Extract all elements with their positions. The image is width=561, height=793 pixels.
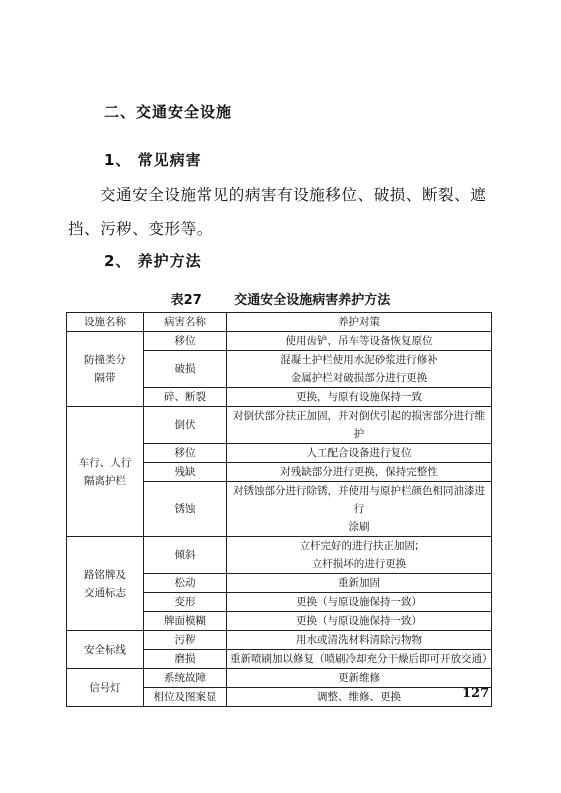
- measure-line: 对倒伏部分扶正加固，并对倒伏引起的损害部分进行维护: [233, 410, 485, 440]
- body-paragraph: 交通安全设施常见的病害有设施移位、破损、断裂、遮挡、污秽、变形等。: [68, 186, 487, 238]
- disease-cell: 松动: [144, 574, 227, 593]
- measure-cell: [227, 669, 492, 688]
- measure-line: 使用齿铲，吊车等设备恢复原位: [285, 335, 433, 347]
- disease-cell: 牌面模糊: [144, 612, 227, 631]
- disease-cell: 移位: [144, 444, 227, 463]
- disease-cell: 相位及图案显: [144, 688, 227, 707]
- facility-name-line: 车行、人行: [78, 456, 132, 469]
- measure-cell: [227, 688, 492, 707]
- measure-line: 对锈蚀部分进行除锈，并使用与原护栏颜色相同油漆进行: [233, 485, 485, 515]
- disease-cell: 锈蚀: [144, 482, 227, 537]
- table-caption-number: 表27: [170, 293, 202, 308]
- disease-cell: 磨损: [144, 650, 227, 669]
- facility-cell-guardrail: [67, 407, 144, 537]
- maintenance-table: [66, 312, 492, 707]
- facility-cell-signal-light: [67, 669, 144, 707]
- disease-cell: 倒伏: [144, 407, 227, 444]
- table-row: [67, 537, 492, 574]
- measure-cell: [227, 482, 492, 537]
- measure-cell: [227, 612, 492, 631]
- disease-cell: 污秽: [144, 631, 227, 650]
- table-caption-title: 交通安全设施病害养护方法: [234, 293, 391, 308]
- table-row: [67, 407, 492, 444]
- measure-line: 立杆完好的进行扶正加固;: [299, 540, 419, 552]
- table-row: [67, 332, 492, 351]
- disease-cell: 倾斜: [144, 537, 227, 574]
- measure-cell: [227, 407, 492, 444]
- facility-cell-traffic-sign: [67, 537, 144, 631]
- measure-line: 重新喷刷加以修复（喷刷冷却充分干燥后即可开放交通）: [230, 653, 493, 665]
- measure-line: 对残缺部分进行更换，保持完整性: [280, 466, 438, 478]
- section-heading: 二、交通安全设施: [104, 103, 233, 121]
- measure-cell: [227, 631, 492, 650]
- table-row: [67, 669, 492, 688]
- subsection-heading-maintenance: 2、 养护方法: [104, 252, 202, 270]
- disease-cell: 残缺: [144, 463, 227, 482]
- measure-line: 更换（与原设施保持一致）: [296, 596, 422, 608]
- facility-name-line: 隔离护栏: [84, 474, 126, 487]
- table-header-row: [67, 313, 492, 332]
- facility-name-line: 交通标志: [84, 586, 126, 599]
- header-disease-name: 病害名称: [144, 313, 227, 332]
- subsection-heading-common-defects: 1、 常见病害: [104, 151, 202, 169]
- disease-cell: 变形: [144, 593, 227, 612]
- measure-line: 更新维修: [338, 672, 380, 684]
- facility-cell-crash-barrier: [67, 332, 144, 407]
- facility-name-line: 路铭牌及: [84, 568, 126, 581]
- facility-name-line: 防撞类分: [84, 354, 126, 366]
- page-number: 127: [462, 686, 490, 701]
- facility-name-line: 安全标线: [84, 643, 126, 656]
- measure-line: 涂刷: [348, 521, 370, 533]
- measure-line: 重新加固: [338, 577, 380, 589]
- measure-line: 金属护栏对破损部分进行更换: [290, 372, 428, 384]
- measure-cell: [227, 388, 492, 407]
- measure-line: 人工配合设备进行复位: [306, 447, 412, 459]
- measure-line: 用水或清洗材料清除污物物: [296, 634, 422, 646]
- header-facility-name: 设施名称: [67, 313, 144, 332]
- facility-cell-road-marking: [67, 631, 144, 669]
- measure-line: 立杆损坏的进行更换: [311, 558, 407, 570]
- measure-cell: [227, 593, 492, 612]
- disease-cell: 移位: [144, 332, 227, 351]
- facility-name-line: 隔带: [94, 372, 116, 384]
- measure-cell: [227, 650, 492, 669]
- table-row: [67, 631, 492, 650]
- measure-line: 更换，与原有设施保持一致: [296, 391, 422, 403]
- measure-line: 更换（与原设施保持一致）: [296, 615, 422, 627]
- measure-cell: [227, 332, 492, 351]
- measure-cell: [227, 463, 492, 482]
- measure-line: 混凝土护栏使用水泥砂浆进行修补: [280, 354, 438, 366]
- measure-line: 调整、维修、更换: [317, 691, 401, 703]
- disease-cell: 破损: [144, 351, 227, 388]
- header-measure: 养护对策: [227, 313, 492, 332]
- measure-cell: [227, 537, 492, 574]
- disease-cell: 系统故障: [144, 669, 227, 688]
- table-caption: [0, 289, 561, 308]
- facility-name-line: 信号灯: [89, 681, 121, 694]
- disease-cell: 碎、断裂: [144, 388, 227, 407]
- measure-cell: [227, 351, 492, 388]
- measure-cell: [227, 574, 492, 593]
- measure-cell: [227, 444, 492, 463]
